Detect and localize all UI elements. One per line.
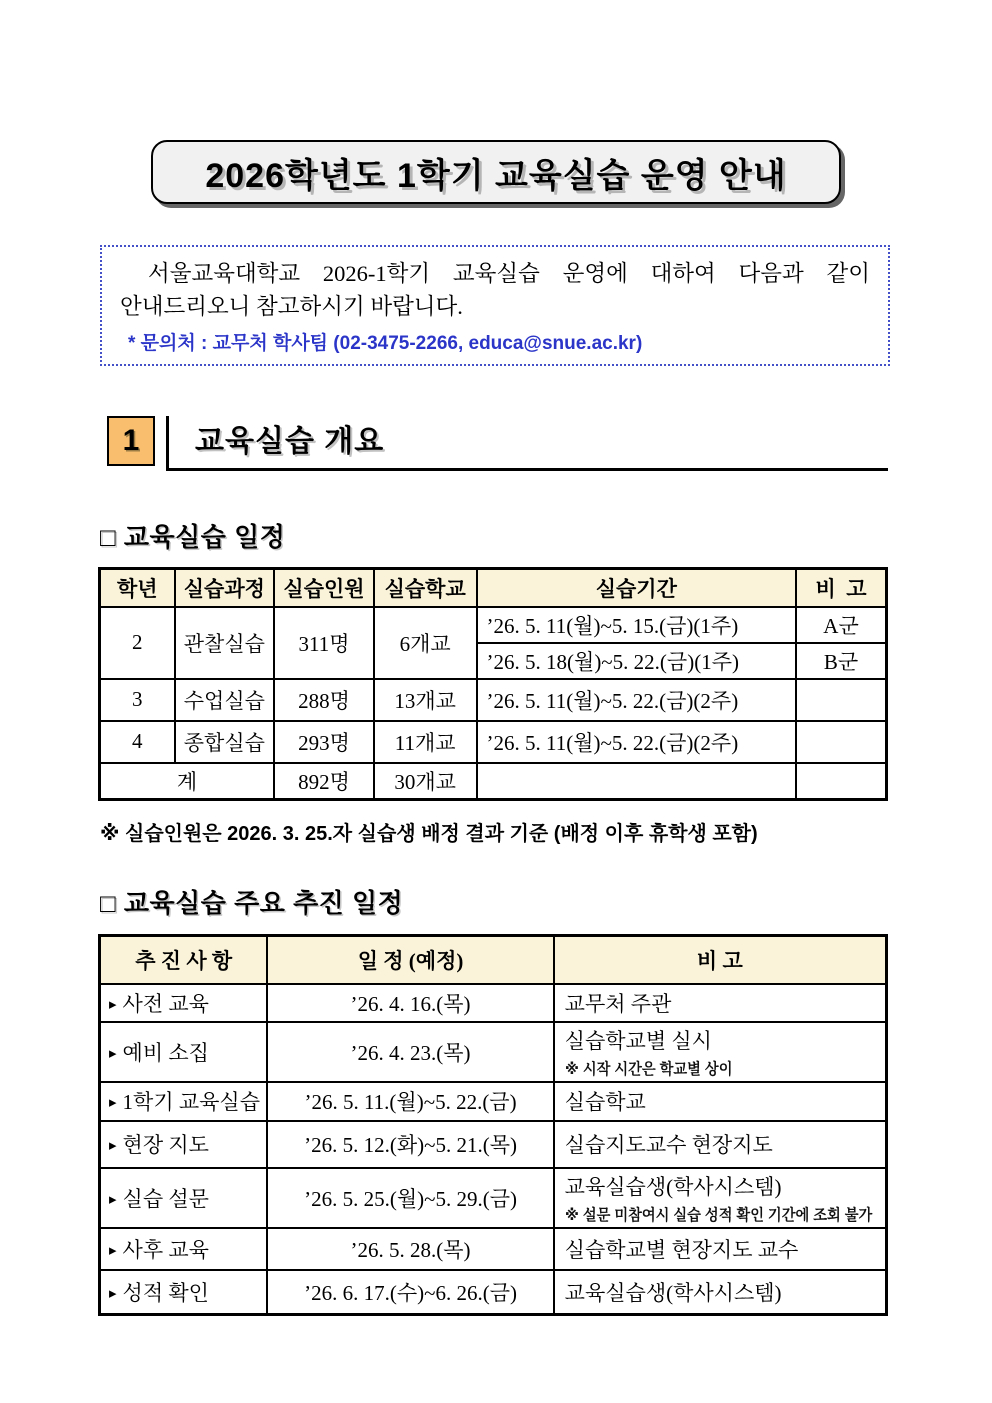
table-row	[100, 984, 887, 1022]
table-row	[100, 1228, 887, 1270]
cell-total-schools: 30개교	[374, 763, 477, 800]
header-remark: 비 고	[796, 569, 886, 607]
cell-period: ’26. 5. 11(월)~5. 15.(금)(1주)	[477, 607, 797, 643]
table-total-row	[100, 763, 887, 800]
cell-remark-subnote: ※ 설문 미참여시 실습 성적 확인 기간에 조회 불가	[564, 1206, 872, 1224]
cell-grade: 2	[100, 607, 175, 679]
cell-item-label: 1학기 교육실습	[122, 1090, 260, 1115]
cell-remark	[796, 679, 886, 721]
cell-remark	[554, 1270, 887, 1315]
cell-item	[100, 1270, 268, 1315]
cell-remark	[554, 1168, 887, 1228]
cell-item	[100, 1168, 268, 1228]
cell-remark	[554, 1082, 887, 1121]
table-row	[100, 607, 887, 643]
triangle-bullet-icon: ▸	[109, 1138, 117, 1155]
cell-grade: 4	[100, 721, 175, 763]
cell-remark	[796, 763, 886, 800]
section-number-badge: 1	[107, 416, 155, 466]
cell-date: ’26. 6. 17.(수)~6. 26.(금)	[267, 1270, 553, 1315]
table-row	[100, 1270, 887, 1315]
table-row	[100, 679, 887, 721]
header-schools: 실습학교	[374, 569, 477, 607]
cell-item-label: 실습 설문	[122, 1186, 209, 1211]
cell-schools: 6개교	[374, 607, 477, 679]
section-title-rule	[166, 416, 888, 471]
cell-remark-text: 교육실습생(학사시스템)	[564, 1281, 782, 1305]
header-item: 추 진 사 항	[100, 935, 268, 984]
cell-total-students: 892명	[274, 763, 374, 800]
cell-period: ’26. 5. 11(월)~5. 22.(금)(2주)	[477, 721, 797, 763]
triangle-bullet-icon: ▸	[109, 1242, 117, 1259]
triangle-bullet-icon: ▸	[109, 1191, 117, 1208]
triangle-bullet-icon: ▸	[109, 1045, 117, 1062]
section-title: 교육실습 개요	[195, 425, 385, 459]
cell-item-label: 예비 소집	[122, 1040, 209, 1065]
cell-remark-text: 실습지도교수 현장지도	[564, 1133, 773, 1158]
cell-date: ’26. 4. 16.(목)	[267, 984, 553, 1022]
cell-total-label: 계	[100, 763, 275, 800]
cell-remark	[554, 1022, 887, 1082]
triangle-bullet-icon: ▸	[109, 1095, 117, 1112]
cell-students: 288명	[274, 679, 374, 721]
cell-remark-subnote: ※ 시작 시간은 학교별 상이	[564, 1060, 733, 1078]
header-course: 실습과정	[175, 569, 275, 607]
table-header-row	[100, 569, 887, 607]
header-students: 실습인원	[274, 569, 374, 607]
cell-remark: A군	[796, 607, 886, 643]
intro-text: 서울교육대학교 2026-1학기 교육실습 운영에 대하여 다음과 같이 안내드리오니 참고하시기 바랍니다.	[120, 261, 870, 319]
cell-item	[100, 1082, 268, 1121]
milestones-heading: □ 교육실습 주요 추진 일정	[100, 887, 404, 918]
cell-period: ’26. 5. 18(월)~5. 22.(금)(1주)	[477, 643, 797, 679]
document-title: 2026학년도 1학기 교육실습 운영 안내	[205, 156, 787, 195]
triangle-bullet-icon: ▸	[109, 996, 117, 1013]
cell-remark	[554, 984, 887, 1022]
cell-schools: 11개교	[374, 721, 477, 763]
cell-remark-text: 교무처 주관	[564, 991, 672, 1016]
cell-remark-text: 실습학교	[564, 1090, 646, 1115]
section-1-header	[107, 416, 888, 471]
practice-schedule-table	[98, 567, 888, 801]
milestone-table	[98, 934, 888, 1317]
triangle-bullet-icon: ▸	[109, 1286, 117, 1302]
document-title-box	[151, 140, 841, 204]
cell-period	[477, 763, 797, 800]
cell-item	[100, 984, 268, 1022]
cell-grade: 3	[100, 679, 175, 721]
cell-item	[100, 1022, 268, 1082]
table-header-row	[100, 935, 887, 984]
cell-item-label: 현장 지도	[122, 1133, 209, 1158]
cell-remark-text: 교육실습생(학사시스템)	[564, 1174, 782, 1199]
cell-course: 종합실습	[175, 721, 275, 763]
cell-item-label: 사전 교육	[122, 991, 209, 1016]
cell-remark-text: 실습학교별 실시	[564, 1028, 712, 1053]
table-row	[100, 1082, 887, 1121]
table-row	[100, 721, 887, 763]
assignment-note: ※ 실습인원은 2026. 3. 25.자 실습생 배정 결과 기준 (배정 이후 휴학생 포함)	[100, 822, 758, 845]
cell-course: 수업실습	[175, 679, 275, 721]
cell-remark: B군	[796, 643, 886, 679]
table-row	[100, 1022, 887, 1082]
cell-date: ’26. 5. 11.(월)~5. 22.(금)	[267, 1082, 553, 1121]
cell-students: 311명	[274, 607, 374, 679]
cell-item-label: 사후 교육	[122, 1237, 209, 1262]
cell-item	[100, 1121, 268, 1168]
contact-line: * 문의처 : 교무처 학사팀 (02-3475-2266, educa@snue.ac.kr)	[128, 333, 643, 355]
header-date: 일 정 (예정)	[267, 935, 553, 984]
schedule-heading: □ 교육실습 일정	[100, 522, 286, 553]
cell-course: 관찰실습	[175, 607, 275, 679]
cell-item-label: 성적 확인	[122, 1281, 209, 1305]
intro-box	[100, 245, 890, 366]
table-row	[100, 1121, 887, 1168]
header-grade: 학년	[100, 569, 175, 607]
cell-remark	[554, 1121, 887, 1168]
cell-students: 293명	[274, 721, 374, 763]
cell-date: ’26. 5. 12.(화)~5. 21.(목)	[267, 1121, 553, 1168]
cell-remark	[796, 721, 886, 763]
cell-date: ’26. 4. 23.(목)	[267, 1022, 553, 1082]
header-remark: 비 고	[554, 935, 887, 984]
cell-schools: 13개교	[374, 679, 477, 721]
cell-item	[100, 1228, 268, 1270]
table-row	[100, 1168, 887, 1228]
cell-remark-text: 실습학교별 현장지도 교수	[564, 1237, 799, 1262]
cell-period: ’26. 5. 11(월)~5. 22.(금)(2주)	[477, 679, 797, 721]
cell-date: ’26. 5. 28.(목)	[267, 1228, 553, 1270]
cell-remark	[554, 1228, 887, 1270]
header-period: 실습기간	[477, 569, 797, 607]
cell-date: ’26. 5. 25.(월)~5. 29.(금)	[267, 1168, 553, 1228]
